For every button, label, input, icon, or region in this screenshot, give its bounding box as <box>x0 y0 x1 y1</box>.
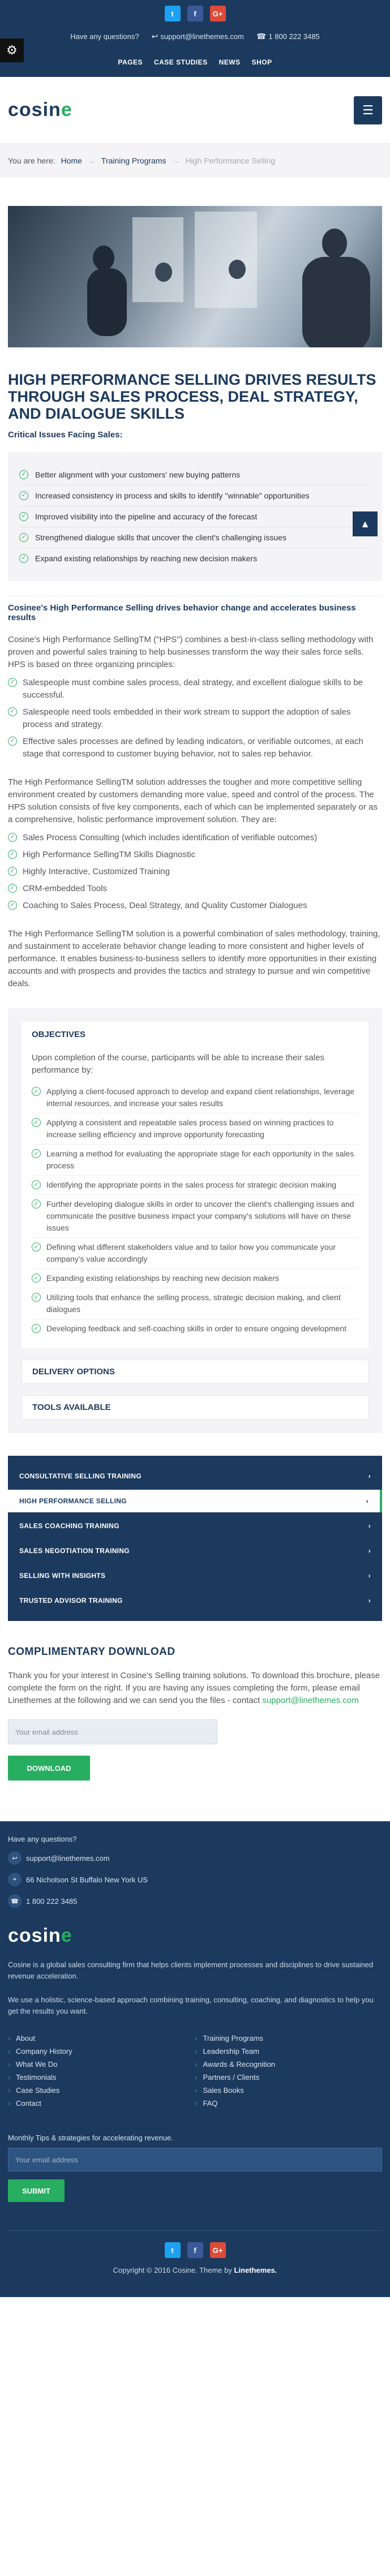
tab-high-performance-selling[interactable] <box>8 1490 382 1512</box>
body-paragraph: The High Performance SellingTM solution addresses the tougher and more competitive selling environment created by customers demanding more value, speed and control of the process. The HPS solution consists of five key components, each of which can be implemented separately or as a comprehensive, holistic performance improvement solution. They are: <box>8 777 378 824</box>
check-icon: ✓ <box>8 737 17 746</box>
nav-case-studies[interactable]: CASE STUDIES <box>153 58 208 66</box>
email-text: support@linethemes.com <box>160 32 244 41</box>
objectives-header[interactable]: OBJECTIVES <box>22 1022 368 1047</box>
list-item <box>19 465 371 485</box>
list-item <box>8 704 382 733</box>
copyright-brand-link[interactable]: Linethemes. <box>234 2266 277 2274</box>
list-item-text: Defining what different stakeholders value and to tailor how you communicate your company's value accordingly <box>46 1242 336 1263</box>
google-plus-icon[interactable]: G+ <box>210 2242 226 2258</box>
tab-label: SELLING WITH INSIGHTS <box>19 1572 106 1580</box>
check-icon: ✓ <box>8 850 17 859</box>
list-item-text: Salespeople need tools embedded in their work stream to support the adoption of sales process and strategy. <box>23 707 351 729</box>
footer-email[interactable] <box>8 1851 382 1865</box>
check-icon: ✓ <box>19 554 28 563</box>
download-body: Thank you for your interest in Cosine's Selling training solutions. To download this brochure, please complete the form on the right. If you are having any issues completing the form, please email Linethemes at the following and we can send you the files - contact <box>8 1671 380 1705</box>
phone-text: 1 800 222 3485 <box>268 32 320 41</box>
intro-paragraph: Cosine's High Performance SellingTM ("HPS") combines a best-in-class selling methodology with proven and powerful sales training to help businesses transform the way their sales force sells. HPS is based on three organizing principles: <box>8 635 374 669</box>
gear-icon[interactable]: ⚙ <box>0 38 24 62</box>
sub-heading: Cosinee's High Performance Selling drives behavior change and accelerates business results <box>8 596 382 622</box>
twitter-icon[interactable]: t <box>165 2242 181 2258</box>
breadcrumb-prefix: You are here: <box>8 156 55 165</box>
main-content <box>0 206 390 1781</box>
submit-button[interactable]: SUBMIT <box>8 2179 65 2202</box>
check-icon: ✓ <box>32 1087 41 1096</box>
footer-phone[interactable] <box>8 1894 382 1908</box>
menu-icon[interactable]: ☰ <box>354 96 382 124</box>
tab-sales-coaching[interactable] <box>8 1515 382 1537</box>
footer-link-what-we-do[interactable]: › What We Do <box>8 2060 195 2068</box>
chevron-right-icon: › <box>368 1522 371 1530</box>
list-item <box>19 506 371 527</box>
chevron-right-icon: › <box>368 1572 371 1580</box>
list-item-text: High Performance SellingTM Skills Diagnostic <box>23 850 196 859</box>
footer-link-training-programs[interactable]: › Training Programs <box>195 2034 383 2042</box>
list-item-text: Expand existing relationships by reaching new decision makers <box>35 554 258 563</box>
nav-news[interactable]: NEWS <box>218 58 241 66</box>
site-header <box>0 77 390 144</box>
footer-about: We use a holistic, science-based approach combining training, consulting, coaching, and diagnostics to help you get the results you want. <box>8 1996 374 2015</box>
list-item <box>32 1195 358 1238</box>
list-item-text: Coaching to Sales Process, Deal Strategy, and Quality Customer Dialogues <box>23 901 307 910</box>
list-item-text: Better alignment with your customers' new buying patterns <box>35 470 241 479</box>
delivery-options-header[interactable]: DELIVERY OPTIONS <box>22 1360 368 1384</box>
list-item <box>19 527 371 548</box>
download-email-input[interactable]: Your email address <box>8 1719 217 1744</box>
email-link[interactable] <box>152 32 244 41</box>
twitter-icon[interactable]: t <box>165 6 181 21</box>
breadcrumb-section[interactable]: Training Programs <box>101 156 166 165</box>
breadcrumb-separator: → <box>87 156 96 165</box>
logo-main: cosin <box>8 99 61 121</box>
body-paragraph: The High Performance SellingTM solution is a powerful combination of sales methodology, training, and sustainment to accelerate behavior change leading to more consistent and higher levels of performance. It enables business-to-business sellers to identify more opportunities in their existing accounts and with prospects and provides the tactics and strategy to pursue and win competitive deals. <box>8 929 380 988</box>
location-icon: ⌖ <box>8 1873 22 1886</box>
list-item <box>8 674 382 704</box>
footer-link-sales-books[interactable]: › Sales Books <box>195 2086 383 2095</box>
footer-link-case-studies[interactable]: › Case Studies <box>8 2086 195 2095</box>
list-item <box>19 548 371 569</box>
footer-question: Have any questions? <box>8 1835 77 1843</box>
logo[interactable] <box>8 99 72 121</box>
facebook-icon[interactable]: f <box>187 2242 203 2258</box>
footer-links <box>8 2034 382 2108</box>
footer-link-testimonials[interactable]: › Testimonials <box>8 2073 195 2082</box>
footer-address-text: 66 Nicholson St Buffalo New York US <box>26 1875 148 1884</box>
list-item-text: Improved visibility into the pipeline and accuracy of the forecast <box>35 512 258 521</box>
list-item-text: Effective sales processes are defined by leading indicators, or verifiable outcomes, at each stage that correspond to customer buying behavior, not to sales rep behavior. <box>23 737 363 759</box>
newsletter-email-input[interactable]: Your email address <box>8 2148 382 2171</box>
check-icon: ✓ <box>8 901 17 910</box>
breadcrumb-current: High Performance Selling <box>185 156 276 165</box>
list-item <box>8 829 382 846</box>
check-icon: ✓ <box>19 533 28 542</box>
list-item <box>8 846 382 863</box>
chevron-right-icon: › <box>368 1547 371 1555</box>
question-text: Have any questions? <box>70 32 139 41</box>
list-item-text: Developing feedback and self-coaching skills in order to ensure ongoing development <box>46 1324 346 1333</box>
check-icon: ✓ <box>8 678 17 687</box>
reply-icon: ↩ <box>8 1851 22 1865</box>
list-item <box>8 733 382 763</box>
download-section <box>8 1646 382 1781</box>
list-item <box>32 1145 358 1176</box>
check-icon: ✓ <box>32 1118 41 1127</box>
footer-link-contact[interactable]: › Contact <box>8 2099 195 2108</box>
phone-icon: ☎ <box>256 32 267 41</box>
list-item <box>8 897 382 914</box>
program-tabs <box>8 1456 382 1621</box>
footer-link-about[interactable]: › About <box>8 2034 195 2042</box>
newsletter-label: Monthly Tips & strategies for accelerating revenue. <box>8 2134 173 2142</box>
tools-available-header[interactable]: TOOLS AVAILABLE <box>22 1395 368 1420</box>
check-icon: ✓ <box>32 1274 41 1283</box>
tab-trusted-advisor[interactable] <box>8 1589 382 1612</box>
contact-row <box>0 32 390 41</box>
list-item <box>32 1082 358 1113</box>
google-plus-icon[interactable]: G+ <box>210 6 226 21</box>
nav-pages[interactable]: PAGES <box>118 58 143 66</box>
footer-link-awards[interactable]: › Awards & Recognition <box>195 2060 383 2068</box>
facebook-icon[interactable]: f <box>187 6 203 21</box>
footer-link-faq[interactable]: › FAQ <box>195 2099 383 2108</box>
tab-selling-with-insights[interactable] <box>8 1564 382 1587</box>
download-contact-link[interactable]: support@linethemes.com <box>262 1696 359 1705</box>
list-item-text: Applying a consistent and repeatable sales process based on winning practices to increase selling efficiency and improve opportunity forecasting <box>46 1118 334 1139</box>
download-button[interactable]: DOWNLOAD <box>8 1756 90 1781</box>
check-icon: ✓ <box>32 1180 41 1189</box>
logo-accent: e <box>61 1925 72 1946</box>
chevron-right-icon: › <box>366 1497 368 1505</box>
list-item-text: Expanding existing relationships by reaching new decision makers <box>46 1274 279 1283</box>
footer-link-leadership-team[interactable]: › Leadership Team <box>195 2047 383 2055</box>
hero-image <box>8 206 382 347</box>
top-nav <box>0 58 390 66</box>
check-icon: ✓ <box>8 833 17 842</box>
tab-sales-negotiation[interactable] <box>8 1539 382 1562</box>
list-item-text: Increased consistency in process and skills to identify "winnable" opportunities <box>35 491 310 500</box>
logo-accent: e <box>61 99 72 121</box>
tab-label: TRUSTED ADVISOR TRAINING <box>19 1597 123 1605</box>
list-item-text: Identifying the appropriate points in the sales process for strategic decision making <box>46 1180 337 1189</box>
page-title: HIGH PERFORMANCE SELLING DRIVES RESULTS THROUGH SALES PROCESS, DEAL STRATEGY, AND DIALOGUE SKILLS <box>8 371 376 422</box>
phone-link[interactable] <box>256 32 320 41</box>
list-item-text: Highly Interactive, Customized Training <box>23 867 170 876</box>
reply-icon: ↩ <box>151 32 158 41</box>
list-item-text: CRM-embedded Tools <box>23 884 107 893</box>
tab-label: SALES NEGOTIATION TRAINING <box>19 1547 130 1555</box>
footer-about: Cosine is a global sales consulting firm that helps clients implement processes and disciplines to drive sustained revenue acceleration. <box>8 1960 374 1980</box>
list-item <box>32 1113 358 1145</box>
check-icon: ✓ <box>32 1293 41 1302</box>
list-item <box>32 1269 358 1288</box>
tab-label: SALES COACHING TRAINING <box>19 1522 119 1530</box>
breadcrumb <box>0 144 390 178</box>
tab-label: CONSULTATIVE SELLING TRAINING <box>19 1472 142 1480</box>
critical-title: Critical Issues Facing Sales: <box>8 430 123 440</box>
footer-address <box>8 1873 382 1886</box>
list-item <box>8 880 382 897</box>
footer-phone-text: 1 800 222 3485 <box>26 1896 78 1906</box>
logo-main: cosin <box>8 1925 61 1946</box>
tab-consultative-selling[interactable] <box>8 1465 382 1487</box>
footer-email-text: support@linethemes.com <box>26 1853 110 1863</box>
check-icon: ✓ <box>8 884 17 893</box>
list-item-text: Learning a method for evaluating the appropriate stage for each opportunity in the sales process <box>46 1149 354 1170</box>
chevron-right-icon: › <box>368 1472 371 1480</box>
list-item-text: Further developing dialogue skills in order to uncover the client's challenging issues and communicate the positive business impact your company's solutions will have on these issues <box>46 1199 354 1232</box>
check-icon: ✓ <box>32 1242 41 1252</box>
download-title: COMPLIMENTARY DOWNLOAD <box>8 1646 175 1658</box>
list-item-text: Salespeople must combine sales process, deal strategy, and excellent dialogue skills to be successful. <box>23 678 363 700</box>
principles-list <box>8 674 382 763</box>
scroll-top-icon[interactable]: ▲ <box>353 511 378 536</box>
check-icon: ✓ <box>8 867 17 876</box>
check-icon: ✓ <box>32 1199 41 1209</box>
phone-icon: ☎ <box>8 1894 22 1908</box>
download-text <box>8 1670 382 1707</box>
footer-link-company-history[interactable]: › Company History <box>8 2047 195 2055</box>
list-item-text: Sales Process Consulting (which includes identification of verifiable outcomes) <box>23 833 318 842</box>
list-item-text: Applying a client-focused approach to develop and expand client relationships, leverage internal resources, and increase your sales results <box>46 1087 355 1108</box>
list-item <box>32 1319 358 1338</box>
copyright <box>8 2266 382 2274</box>
breadcrumb-separator: → <box>172 156 180 165</box>
top-bar <box>0 0 390 77</box>
footer-social-links <box>8 2230 382 2258</box>
objectives-body <box>22 1047 368 1348</box>
footer-link-partners[interactable]: › Partners / Clients <box>195 2073 383 2082</box>
check-icon: ✓ <box>8 707 17 716</box>
check-icon: ✓ <box>19 491 28 500</box>
chevron-right-icon: › <box>368 1597 371 1605</box>
site-footer <box>0 1821 390 2297</box>
list-item-text: Strengthened dialogue skills that uncover the client's challenging issues <box>35 533 286 542</box>
nav-shop[interactable]: SHOP <box>251 58 272 66</box>
components-list <box>8 829 382 914</box>
check-icon: ✓ <box>32 1149 41 1158</box>
check-icon: ✓ <box>32 1324 41 1333</box>
breadcrumb-home[interactable]: Home <box>61 156 82 165</box>
list-item <box>8 863 382 880</box>
list-item-text: Utilizing tools that enhance the selling process, strategic decision making, and client dialogues <box>46 1293 341 1314</box>
critical-issues-box <box>8 452 382 581</box>
list-item <box>32 1238 358 1269</box>
tab-label: HIGH PERFORMANCE SELLING <box>19 1497 127 1505</box>
check-icon: ✓ <box>19 470 28 479</box>
list-item <box>32 1288 358 1319</box>
list-item <box>19 485 371 506</box>
objectives-accordion <box>8 1008 382 1433</box>
copyright-text: Copyright © 2016 Cosine. Theme by <box>113 2266 232 2274</box>
footer-logo[interactable] <box>8 1925 382 1947</box>
check-icon: ✓ <box>19 512 28 521</box>
social-links <box>0 0 390 21</box>
list-item <box>32 1176 358 1195</box>
objectives-intro: Upon completion of the course, participants will be able to increase their sales performance by: <box>32 1053 324 1075</box>
